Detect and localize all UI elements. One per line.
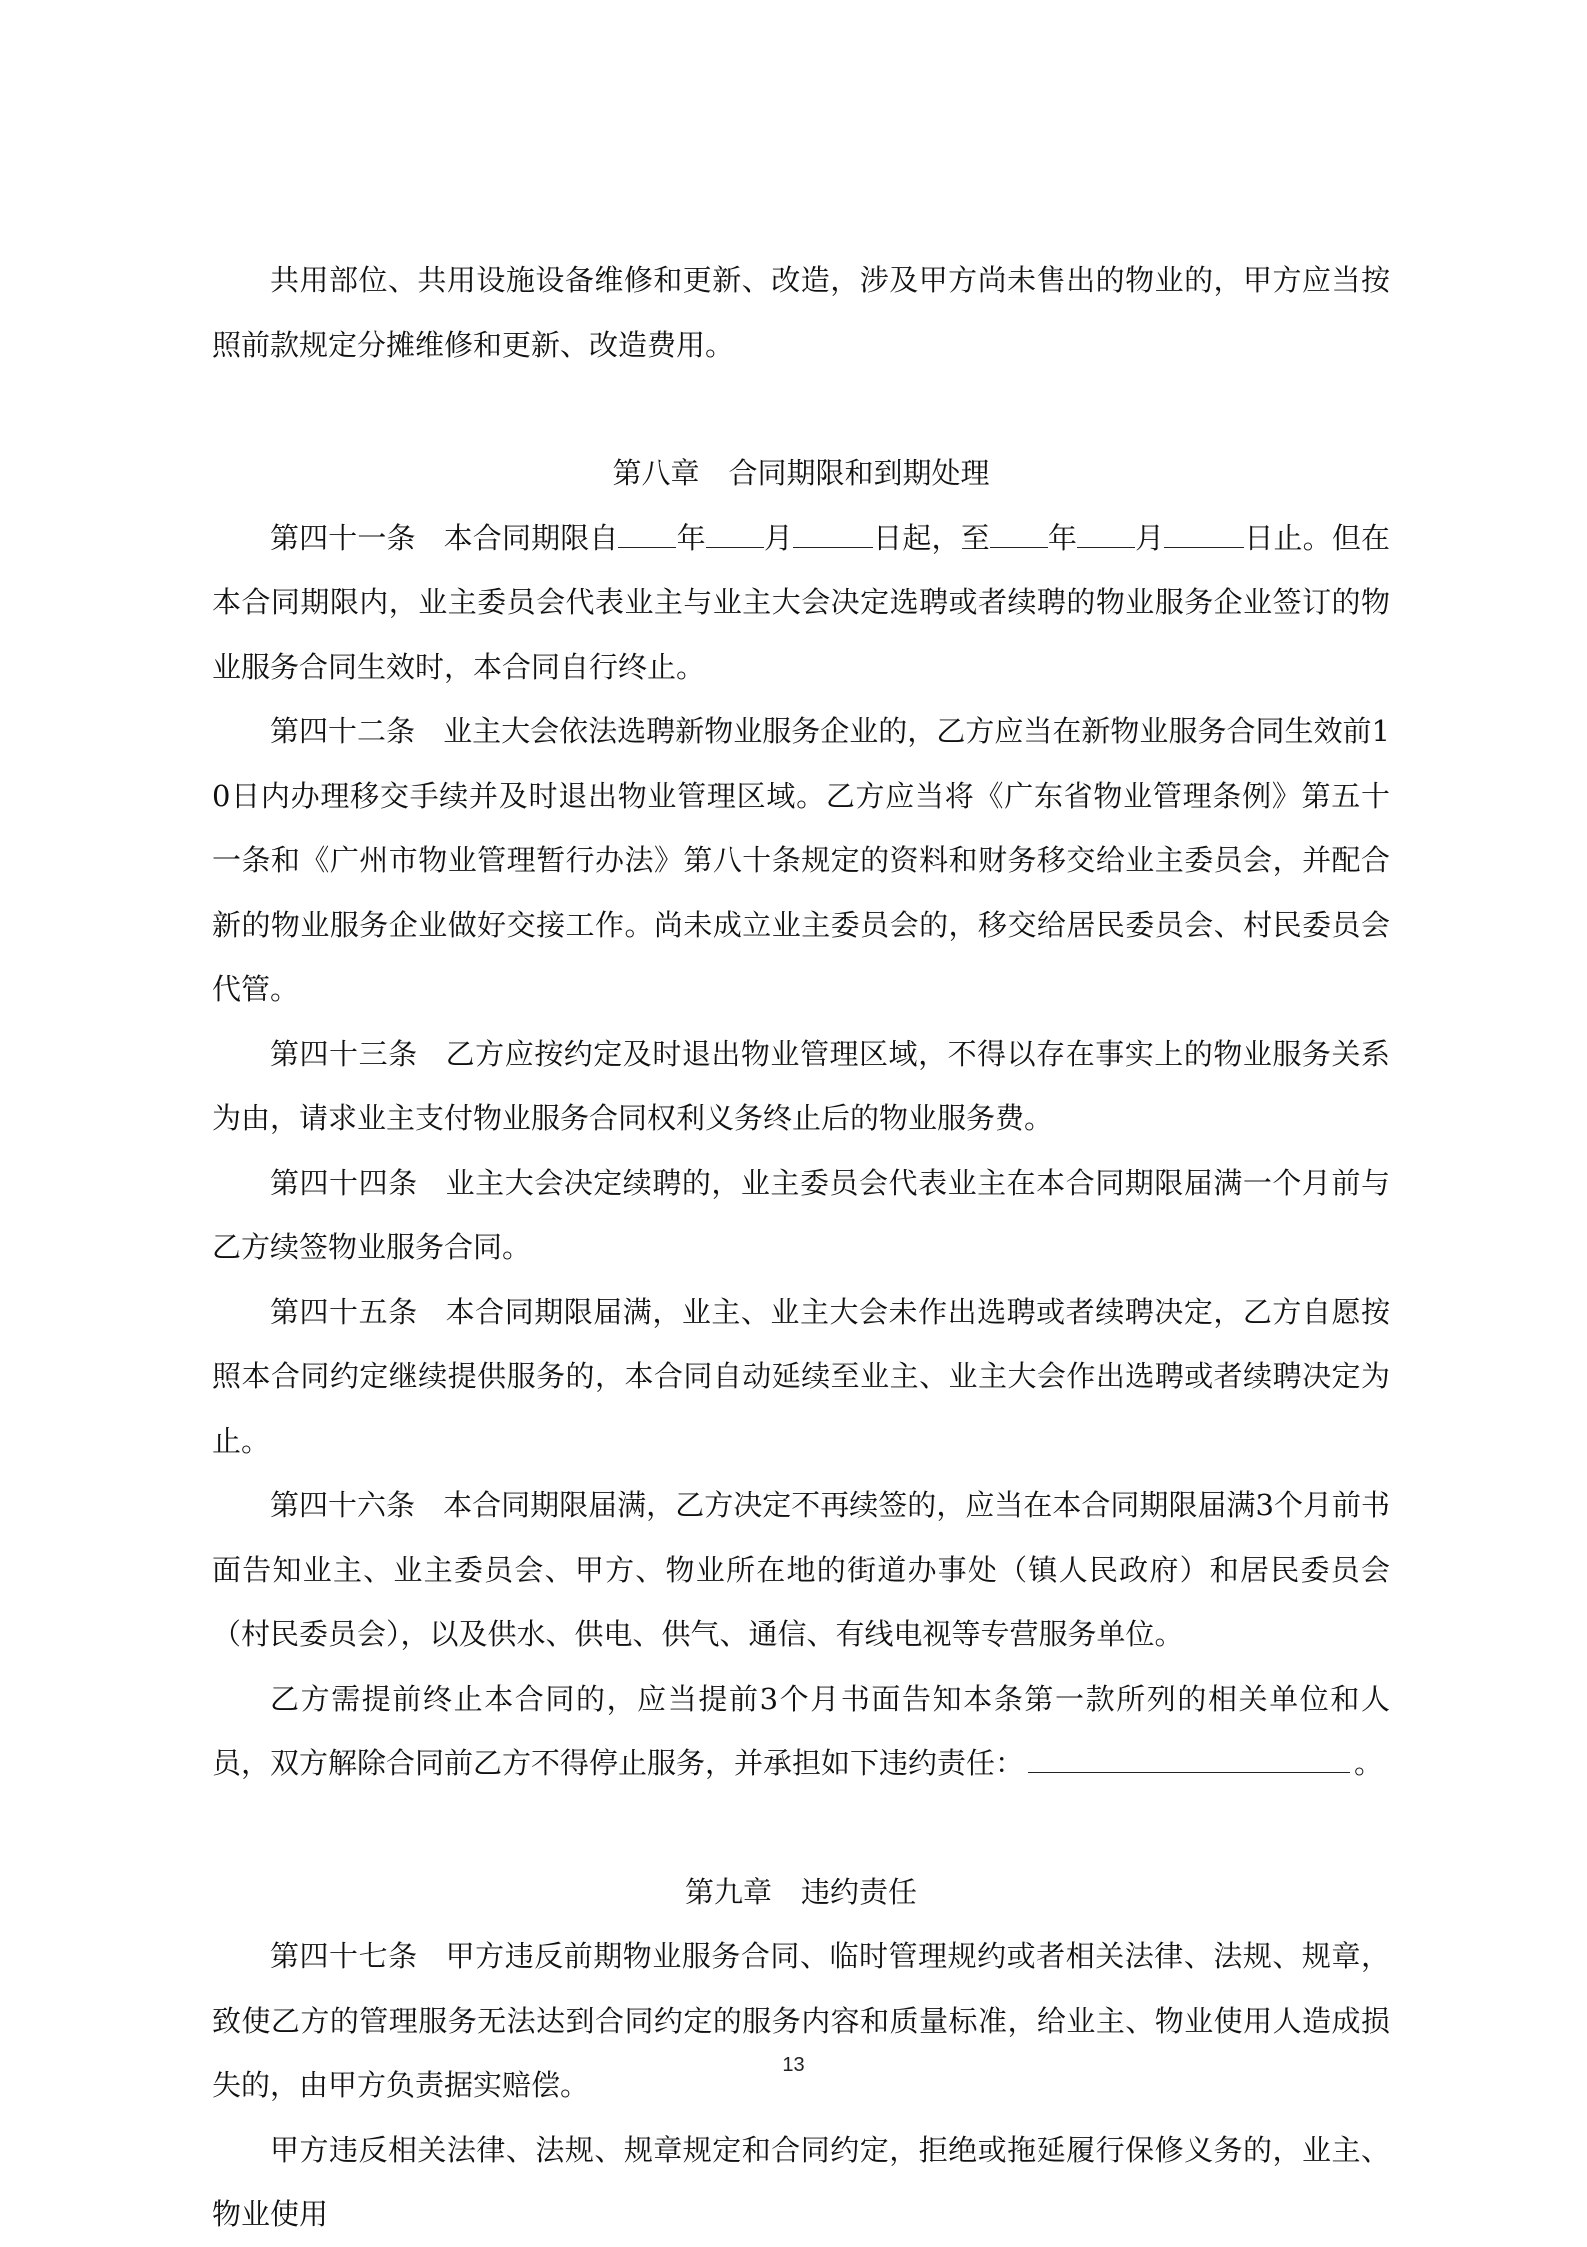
end-year-blank: [990, 521, 1048, 548]
article-41: [212, 506, 1390, 700]
article-47-label: 第四十七条: [270, 1939, 418, 1973]
chapter-8-title: 第八章 合同期限和到期处理: [612, 456, 990, 490]
article-41-text-2: 年: [676, 520, 706, 555]
article-41-text-5: 年: [1047, 520, 1077, 555]
article-41-label: 第四十一条: [270, 520, 416, 555]
article-46: [212, 1473, 1390, 1667]
article-44-label: 第四十四条: [270, 1165, 418, 1200]
article-45-text: 本合同期限届满，业主、业主大会未作出选聘或者续聘决定，乙方自愿按照本合同约定继续提供服务的，本合同自动延续至业主、业主大会作出选聘或者续聘决定为止。: [212, 1294, 1390, 1458]
page-number: 13: [782, 2054, 805, 2076]
section-gap: [212, 1796, 1390, 1860]
page-content: [212, 248, 1390, 2247]
article-42-label: 第四十二条: [270, 714, 416, 748]
article-42-text: 业主大会依法选聘新物业服务企业的，乙方应当在新物业服务合同生效前10日内办理移交手续并及时退出物业管理区域。乙方应当将《广东省物业管理条例》第五十一条和《广州市物业管理暂行办法》第八十条规定的资料和财务移交给业主委员会，并配合新的物业服务企业做好交接工作。尚未成立业主委员会的，移交给居民委员会、村民委员会代管。: [212, 714, 1390, 1006]
article-43-text: 乙方应按约定及时退出物业管理区域，不得以存在事实上的物业服务关系为由，请求业主支付物业服务合同权利义务终止后的物业服务费。: [212, 1036, 1390, 1135]
article-47-text: 甲方违反前期物业服务合同、临时管理规约或者相关法律、法规、规章，致使乙方的管理服务无法达到合同约定的服务内容和质量标准，给业主、物业使用人造成损失的，由甲方负责据实赔偿。: [212, 1939, 1390, 2102]
article-41-text-6: 月: [1135, 520, 1165, 555]
start-year-blank: [618, 521, 676, 548]
end-month-blank: [1077, 521, 1135, 548]
start-month-blank: [706, 521, 764, 548]
article-42: [212, 699, 1390, 1022]
chapter-9-title: 第九章 违约责任: [684, 1874, 917, 1909]
article-41-text-3: 月: [763, 520, 794, 555]
article-47: [212, 1924, 1390, 2118]
liability-blank: [1028, 1746, 1350, 1773]
section-gap: [212, 377, 1390, 441]
end-day-blank: [1164, 521, 1244, 548]
article-46-paragraph-2: [212, 1667, 1390, 1796]
article-45: [212, 1280, 1390, 1474]
article-45-label: 第四十五条: [270, 1294, 418, 1329]
article-46-paragraph-2-end: 。: [1354, 1746, 1384, 1780]
article-41-text-1: 本合同期限自: [443, 520, 619, 555]
article-41-text-7: 日止。但在本合同期限内，业主委员会代表业主与业主大会决定选聘或者续聘的物业服务企业签订的物业服务合同生效时，本合同自行终止。: [212, 520, 1390, 684]
article-46-text: 本合同期限届满，乙方决定不再续签的，应当在本合同期限届满3个月前书面告知业主、业主委员会、甲方、物业所在地的街道办事处（镇人民政府）和居民委员会（村民委员会），以及供水、供电、供气、通信、有线电视等专营服务单位。: [212, 1488, 1390, 1651]
intro-paragraph: 共用部位、共用设施设备维修和更新、改造，涉及甲方尚未售出的物业的，甲方应当按照前款规定分摊维修和更新、改造费用。: [212, 263, 1390, 362]
article-44: [212, 1151, 1390, 1280]
article-46-paragraph-2-text: 乙方需提前终止本合同的，应当提前3个月书面告知本条第一款所列的相关单位和人员，双方解除合同前乙方不得停止服务，并承担如下违约责任：: [212, 1681, 1390, 1780]
start-day-blank: [793, 521, 873, 548]
article-47-paragraph-2: 甲方违反相关法律、法规、规章规定和合同约定，拒绝或拖延履行保修义务的，业主、物业使用: [212, 2132, 1390, 2231]
article-41-text-4: 日起，至: [873, 520, 990, 555]
article-44-text: 业主大会决定续聘的，业主委员会代表业主在本合同期限届满一个月前与乙方续签物业服务合同。: [212, 1165, 1390, 1264]
article-46-label: 第四十六条: [270, 1488, 416, 1522]
article-43-label: 第四十三条: [270, 1036, 418, 1071]
article-43: [212, 1022, 1390, 1151]
